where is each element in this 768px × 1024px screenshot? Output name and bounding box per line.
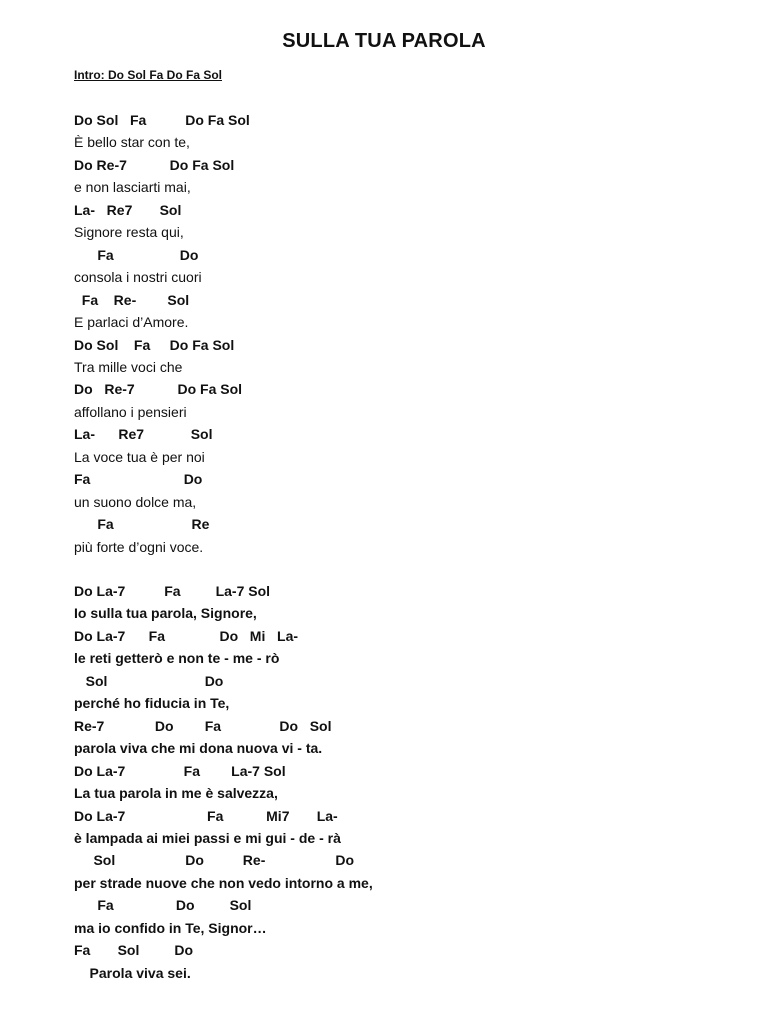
chord-line: Do La-7 Fa La-7 Sol xyxy=(74,583,271,599)
lyric-line: Tra mille voci che xyxy=(74,358,183,375)
chord-line: Fa Do xyxy=(74,246,199,263)
chord-line: Sol Do Re- Do xyxy=(74,852,355,869)
lyric-line: Io sulla tua parola, Signore, xyxy=(74,605,257,622)
chord-line: Fa Do Sol xyxy=(74,897,252,914)
lyric-line: Signore resta qui, xyxy=(74,224,184,241)
chord-line: Do Re-7 Do Fa Sol xyxy=(74,156,235,173)
chord-line: Fa Re xyxy=(74,516,210,533)
song-title: SULLA TUA PAROLA xyxy=(282,30,486,52)
lyric-line: le reti getterò e non te - me - rò xyxy=(74,650,280,667)
intro-line: Intro: Do Sol Fa Do Fa Sol xyxy=(74,68,222,82)
chord-line: Do La-7 Fa La-7 Sol xyxy=(74,762,286,779)
chord-line: Fa Sol Do xyxy=(74,942,194,959)
chord-line: Do La-7 Fa Do Mi La- xyxy=(74,627,299,644)
chord-line: Fa Do xyxy=(74,471,203,488)
chord-line: Do Sol Fa Do Fa Sol xyxy=(74,336,235,353)
chord-line: Fa Re- Sol xyxy=(74,291,190,308)
lyric-line: affollano i pensieri xyxy=(74,403,187,420)
lyric-line: più forte d’ogni voce. xyxy=(74,538,204,555)
lyric-line: consola i nostri cuori xyxy=(74,269,202,286)
lyric-line: Parola viva sei. xyxy=(74,964,191,981)
chord-line: La- Re7 Sol xyxy=(74,201,182,218)
lyric-line: E parlaci d’Amore. xyxy=(74,314,189,331)
chord-line: Do Sol Fa Do Fa Sol xyxy=(74,112,250,128)
lyric-line: La tua parola in me è salvezza, xyxy=(74,785,278,802)
lyric-line: perché ho fiducia in Te, xyxy=(74,695,230,712)
lyric-line: La voce tua è per noi xyxy=(74,448,205,465)
chord-line: Do La-7 Fa Mi7 La- xyxy=(74,807,338,824)
lyric-line: È bello star con te, xyxy=(74,134,190,151)
chord-line: La- Re7 Sol xyxy=(74,426,213,443)
chord-line: Re-7 Do Fa Do Sol xyxy=(74,717,332,734)
lyric-line: è lampada ai miei passi e mi gui - de - rà xyxy=(74,829,341,846)
lyric-line: parola viva che mi dona nuova vi - ta. xyxy=(74,740,323,757)
lyric-line: ma io confido in Te, Signor… xyxy=(74,919,267,936)
chord-line: Do Re-7 Do Fa Sol xyxy=(74,381,243,398)
lyric-line: e non lasciarti mai, xyxy=(74,179,191,196)
chord-line: Sol Do xyxy=(74,672,224,689)
lyric-line: un suono dolce ma, xyxy=(74,493,197,510)
lyric-line: per strade nuove che non vedo intorno a me, xyxy=(74,874,373,891)
